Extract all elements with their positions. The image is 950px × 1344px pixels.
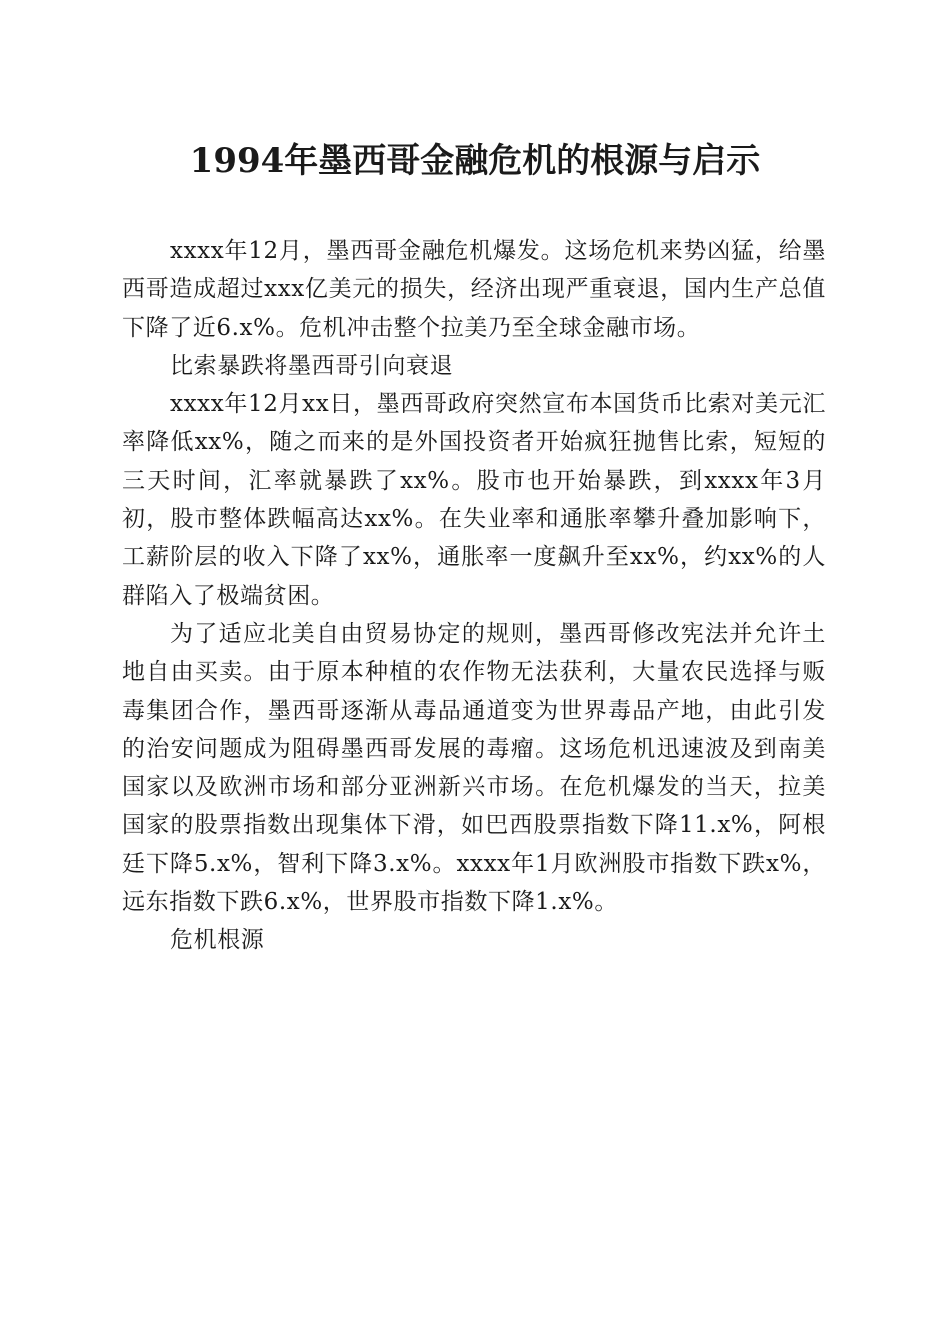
paragraph-nafta-impact: 为了适应北美自由贸易协定的规则，墨西哥修改宪法并允许土地自由买卖。由于原本种植的农作物无法获利，大量农民选择与贩毒集团合作，墨西哥逐渐从毒品通道变为世界毒品产地，由此引发的治安问题成为阻碍墨西哥发展的毒瘤。这场危机迅速波及到南美国家以及欧洲市场和部分亚洲新兴市场。在危机爆发的当天，拉美国家的股票指数出现集体下滑，如巴西股票指数下降11.x%，阿根廷下降5.x%，智利下降3.x%。xxxx年1月欧洲股市指数下跌x%，远东指数下跌6.x%，世界股市指数下降1.x%。 xyxy=(122,620,826,916)
page-title: 1994年墨西哥金融危机的根源与启示 xyxy=(189,141,761,181)
section-heading-peso-crash: 比索暴跌将墨西哥引向衰退 xyxy=(170,352,454,379)
document-body xyxy=(122,232,826,960)
section-heading-crisis-roots: 危机根源 xyxy=(170,927,265,954)
paragraph-intro: xxxx年12月，墨西哥金融危机爆发。这场危机来势凶猛，给墨西哥造成超过xxx亿美元的损失，经济出现严重衰退，国内生产总值下降了近6.x%。危机冲击整个拉美乃至全球金融市场。 xyxy=(122,238,826,341)
paragraph-peso-crash: xxxx年12月xx日，墨西哥政府突然宣布本国货币比索对美元汇率降低xx%，随之而来的是外国投资者开始疯狂抛售比索，短短的三天时间，汇率就暴跌了xx%。股市也开始暴跌，到xxxx年3月初，股市整体跌幅高达xx%。在失业率和通胀率攀升叠加影响下，工薪阶层的收入下降了xx%，通胀率一度飙升至xx%，约xx%的人群陷入了极端贫困。 xyxy=(122,391,826,609)
